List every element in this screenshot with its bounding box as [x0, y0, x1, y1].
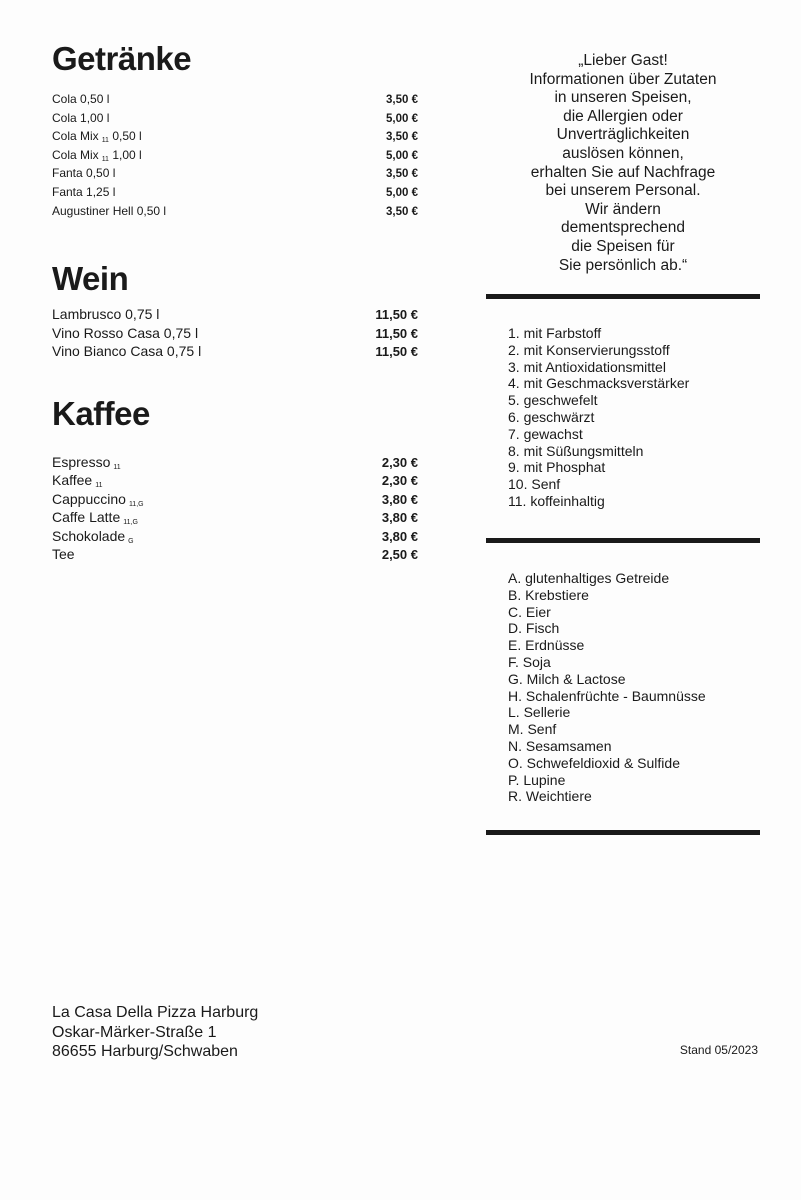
menu-item-name: Cola Mix $_{11}$ 0,50 l — [52, 129, 142, 145]
notice-line: Wir ändern — [585, 200, 661, 218]
menu-item — [52, 342, 418, 361]
allergy-notice — [486, 52, 760, 275]
allergen-entry: D. Fisch — [508, 620, 560, 637]
menu-item — [52, 90, 418, 109]
menu-item-price: 3,80 € — [381, 491, 418, 507]
menu-item-price: 3,80 € — [381, 510, 418, 526]
notice-line: auslösen können, — [562, 144, 684, 162]
allergen-entry: L. Sellerie — [508, 704, 571, 721]
menu-item-name: Cola 1,00 l — [52, 110, 110, 125]
menu-item-price: 11,50 € — [375, 307, 418, 323]
menu-item-price: 5,00 € — [386, 112, 418, 125]
menu-item-price: 11,50 € — [375, 325, 418, 341]
additive-entry: 1. mit Farbstoff — [508, 325, 602, 341]
allergen-entry: H. Schalenfrüchte - Baumnüsse — [508, 687, 706, 704]
menu-item-name: Kaffee $_{11}$ — [52, 472, 103, 490]
additive-entry: 5. geschwefelt — [508, 392, 598, 409]
menu-item-price: 2,30 € — [381, 454, 418, 470]
menu-item-name: Cappuccino $_{11,G}$ — [52, 490, 144, 508]
menu-item — [52, 183, 418, 202]
additive-entry: 2. mit Konservierungsstoff — [508, 341, 670, 358]
allergen-entry: P. Lupine — [508, 771, 566, 788]
wein-list — [52, 305, 422, 361]
notice-line: die Speisen für — [571, 237, 675, 255]
additive-entry: 4. mit Geschmacksverstärker — [508, 375, 690, 392]
menu-item-price: 5,00 € — [386, 149, 418, 162]
menu-item — [52, 164, 418, 183]
allergen-entry: B. Krebstiere — [508, 586, 589, 603]
menu-item — [52, 453, 418, 472]
notice-line: Sie persönlich ab.“ — [558, 256, 688, 274]
divider — [486, 538, 760, 543]
notice-line: bei unserem Personal. — [545, 182, 701, 200]
menu-item-name: Caffe Latte $_{11,G}$ — [52, 509, 138, 527]
section-title-getraenke: Getränke — [52, 40, 192, 77]
section-title-wein: Wein — [52, 260, 129, 298]
menu-item-name: Cola 0,50 l — [52, 92, 110, 106]
additive-marker: 11 — [101, 137, 109, 145]
menu-item-price: 3,50 € — [386, 94, 418, 106]
menu-item-price: 2,50 € — [381, 547, 418, 563]
section-kaffee — [52, 393, 422, 564]
menu-item — [52, 527, 418, 546]
menu-item-price: 3,50 € — [386, 205, 418, 218]
menu-item-name: Fanta 0,50 l — [52, 166, 116, 181]
menu-item-name: Lambrusco 0,75 l — [52, 306, 160, 323]
menu-item-name: Cola Mix $_{11}$ 1,00 l — [52, 147, 142, 163]
menu-item-name: Tee — [52, 546, 75, 563]
allergens-legend — [508, 570, 768, 805]
address-street: Oskar-Märker-Straße 1 — [52, 1023, 217, 1041]
restaurant-address — [52, 1003, 258, 1062]
additive-marker: 11,G — [128, 500, 144, 508]
menu-item — [52, 490, 418, 509]
divider — [486, 294, 760, 299]
allergen-entry: E. Erdnüsse — [508, 637, 585, 654]
menu-item-name: Vino Rosso Casa 0,75 l — [52, 324, 199, 341]
menu-item — [52, 324, 418, 343]
additive-entry: 6. geschwärzt — [508, 408, 595, 425]
notice-line: Informationen über Zutaten — [529, 70, 717, 88]
section-wein — [52, 258, 422, 361]
address-city: 86655 Harburg/Schwaben — [52, 1043, 238, 1060]
menu-item-price: 5,00 € — [386, 186, 418, 199]
section-title-kaffee: Kaffee — [52, 394, 150, 432]
additive-entry: 11. koffeinhaltig — [508, 492, 605, 509]
additive-marker: G — [128, 537, 134, 545]
notice-line: „Lieber Gast! — [578, 52, 668, 69]
additive-entry: 8. mit Süßungsmitteln — [508, 442, 644, 459]
notice-line: erhalten Sie auf Nachfrage — [530, 163, 716, 181]
menu-item — [52, 305, 418, 324]
notice-line: die Allergien oder — [563, 107, 683, 125]
menu-item-price: 3,50 € — [386, 131, 418, 144]
menu-item — [52, 202, 418, 221]
notice-line: dementsprechend — [560, 219, 686, 237]
menu-item-price: 11,50 € — [375, 344, 418, 360]
menu-item-price: 2,30 € — [381, 473, 418, 489]
notice-line: in unseren Speisen, — [554, 89, 692, 107]
additive-entry: 7. gewachst — [508, 425, 583, 442]
additive-entry: 3. mit Antioxidationsmittel — [508, 358, 666, 375]
additive-marker: 11 — [101, 155, 109, 163]
divider — [486, 830, 760, 835]
restaurant-name: La Casa Della Pizza Harburg — [52, 1004, 259, 1021]
menu-item-name: Fanta 1,25 l — [52, 184, 116, 199]
getraenke-list — [52, 90, 422, 220]
allergen-entry: N. Sesamsamen — [508, 737, 612, 754]
version-stand: Stand 05/2023 — [679, 1043, 758, 1057]
menu-item-price: 3,50 € — [386, 168, 418, 181]
menu-item-name: Augustiner Hell 0,50 l — [52, 203, 167, 218]
additive-entry: 9. mit Phosphat — [508, 459, 606, 476]
menu-item-name: Schokolade $_G$ — [52, 527, 134, 545]
allergen-entry: M. Senf — [508, 721, 557, 738]
allergen-entry: A. glutenhaltiges Getreide — [508, 570, 670, 586]
additive-marker: 11,G — [123, 519, 138, 527]
allergen-entry: F. Soja — [508, 653, 551, 670]
section-getraenke — [52, 38, 422, 220]
price-list — [52, 38, 422, 564]
allergen-entry: O. Schwefeldioxid & Sulfide — [508, 754, 680, 771]
menu-item-name: Espresso $_{11}$ — [52, 453, 121, 471]
menu-item-name: Vino Bianco Casa 0,75 l — [52, 343, 202, 360]
additive-entry: 10. Senf — [508, 476, 561, 493]
additives-legend — [508, 325, 768, 510]
allergen-entry: G. Milch & Lactose — [508, 670, 626, 687]
menu-item — [52, 146, 418, 165]
menu-item — [52, 109, 418, 128]
menu-item — [52, 508, 418, 527]
menu-item-price: 3,80 € — [381, 528, 418, 544]
allergen-entry: C. Eier — [508, 603, 551, 620]
additive-marker: 11 — [95, 482, 103, 490]
additive-marker: 11 — [113, 463, 121, 471]
notice-line: Unverträglichkeiten — [556, 126, 690, 144]
allergen-entry: R. Weichtiere — [508, 788, 592, 805]
menu-item — [52, 127, 418, 146]
kaffee-list — [52, 453, 422, 564]
